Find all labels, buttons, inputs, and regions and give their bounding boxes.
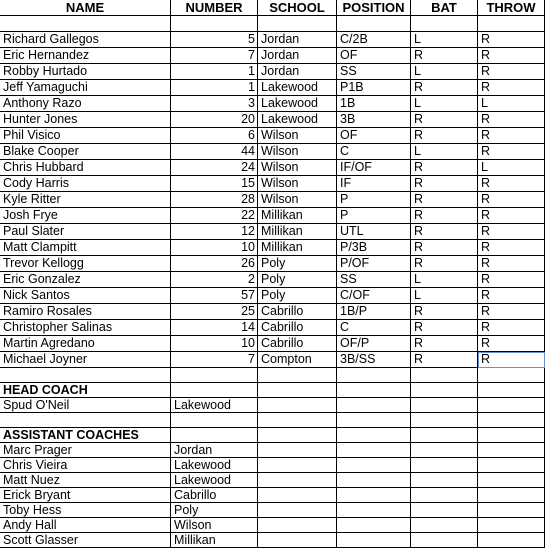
player-number[interactable]: 10 bbox=[171, 240, 258, 256]
player-name[interactable]: Paul Slater bbox=[0, 224, 171, 240]
header-position[interactable]: POSITION bbox=[337, 0, 411, 16]
empty-cell[interactable] bbox=[478, 16, 545, 32]
player-number[interactable]: 7 bbox=[171, 48, 258, 64]
player-school[interactable]: Millikan bbox=[258, 240, 337, 256]
empty-cell[interactable] bbox=[171, 413, 258, 428]
player-school[interactable]: Jordan bbox=[258, 32, 337, 48]
player-number[interactable]: 14 bbox=[171, 320, 258, 336]
player-bat[interactable]: R bbox=[411, 176, 478, 192]
player-bat[interactable]: L bbox=[411, 32, 478, 48]
coach-name[interactable]: Chris Vieira bbox=[0, 458, 171, 473]
empty-cell[interactable] bbox=[411, 518, 478, 533]
player-bat[interactable]: L bbox=[411, 96, 478, 112]
player-name[interactable]: Chris Hubbard bbox=[0, 160, 171, 176]
player-row bbox=[0, 32, 545, 48]
coach-name[interactable]: Toby Hess bbox=[0, 503, 171, 518]
coach-school[interactable]: Lakewood bbox=[171, 473, 258, 488]
empty-cell[interactable] bbox=[258, 368, 337, 383]
player-bat[interactable]: R bbox=[411, 240, 478, 256]
player-position[interactable]: IF bbox=[337, 176, 411, 192]
empty-cell[interactable] bbox=[411, 443, 478, 458]
player-throw[interactable]: R bbox=[478, 224, 545, 240]
empty-cell[interactable] bbox=[478, 428, 545, 443]
empty-cell[interactable] bbox=[478, 533, 545, 548]
header-row bbox=[0, 0, 545, 16]
empty-cell[interactable] bbox=[478, 443, 545, 458]
player-bat[interactable]: R bbox=[411, 336, 478, 352]
player-position[interactable]: OF bbox=[337, 48, 411, 64]
player-throw[interactable]: R bbox=[478, 352, 545, 368]
empty-cell[interactable] bbox=[411, 398, 478, 413]
player-name[interactable]: Josh Frye bbox=[0, 208, 171, 224]
player-number[interactable]: 25 bbox=[171, 304, 258, 320]
player-bat[interactable]: R bbox=[411, 304, 478, 320]
player-row bbox=[0, 336, 545, 352]
coach-name[interactable]: Scott Glasser bbox=[0, 533, 171, 548]
player-name[interactable]: Eric Hernandez bbox=[0, 48, 171, 64]
player-number[interactable]: 3 bbox=[171, 96, 258, 112]
header-school[interactable]: SCHOOL bbox=[258, 0, 337, 16]
empty-cell[interactable] bbox=[411, 428, 478, 443]
empty-cell[interactable] bbox=[337, 443, 411, 458]
player-school[interactable]: Cabrillo bbox=[258, 320, 337, 336]
empty-cell[interactable] bbox=[171, 16, 258, 32]
player-school[interactable]: Cabrillo bbox=[258, 336, 337, 352]
coach-school[interactable]: Poly bbox=[171, 503, 258, 518]
player-row bbox=[0, 224, 545, 240]
player-number[interactable]: 5 bbox=[171, 32, 258, 48]
player-throw[interactable]: R bbox=[478, 128, 545, 144]
empty-cell[interactable] bbox=[411, 368, 478, 383]
player-bat[interactable]: R bbox=[411, 352, 478, 368]
player-position[interactable]: IF/OF bbox=[337, 160, 411, 176]
player-school[interactable]: Wilson bbox=[258, 176, 337, 192]
empty-cell[interactable] bbox=[258, 413, 337, 428]
player-number[interactable]: 7 bbox=[171, 352, 258, 368]
player-position[interactable]: P/OF bbox=[337, 256, 411, 272]
player-bat[interactable]: R bbox=[411, 112, 478, 128]
player-number[interactable]: 2 bbox=[171, 272, 258, 288]
player-row bbox=[0, 192, 545, 208]
player-school[interactable]: Lakewood bbox=[258, 96, 337, 112]
player-bat[interactable]: R bbox=[411, 80, 478, 96]
player-throw[interactable]: R bbox=[478, 80, 545, 96]
player-bat[interactable]: R bbox=[411, 256, 478, 272]
empty-cell[interactable] bbox=[411, 533, 478, 548]
player-school[interactable]: Jordan bbox=[258, 64, 337, 80]
player-bat[interactable]: R bbox=[411, 208, 478, 224]
empty-cell[interactable] bbox=[258, 473, 337, 488]
header-throw[interactable]: THROW bbox=[478, 0, 545, 16]
player-name[interactable]: Matt Clampitt bbox=[0, 240, 171, 256]
head-coach-row bbox=[0, 398, 545, 413]
player-bat[interactable]: R bbox=[411, 160, 478, 176]
player-school[interactable]: Wilson bbox=[258, 128, 337, 144]
player-throw[interactable]: R bbox=[478, 304, 545, 320]
empty-cell[interactable] bbox=[258, 518, 337, 533]
player-name[interactable]: Robby Hurtado bbox=[0, 64, 171, 80]
empty-cell[interactable] bbox=[0, 368, 171, 383]
player-name[interactable]: Kyle Ritter bbox=[0, 192, 171, 208]
player-row bbox=[0, 256, 545, 272]
player-name[interactable]: Ramiro Rosales bbox=[0, 304, 171, 320]
player-throw[interactable]: L bbox=[478, 96, 545, 112]
coach-school[interactable]: Jordan bbox=[171, 443, 258, 458]
coach-school[interactable]: Lakewood bbox=[171, 458, 258, 473]
empty-cell[interactable] bbox=[258, 533, 337, 548]
player-school[interactable]: Wilson bbox=[258, 144, 337, 160]
empty-cell[interactable] bbox=[478, 368, 545, 383]
empty-cell[interactable] bbox=[337, 488, 411, 503]
player-row bbox=[0, 176, 545, 192]
empty-cell[interactable] bbox=[337, 383, 411, 398]
empty-cell[interactable] bbox=[478, 503, 545, 518]
empty-cell[interactable] bbox=[478, 518, 545, 533]
player-number[interactable]: 15 bbox=[171, 176, 258, 192]
player-school[interactable]: Cabrillo bbox=[258, 304, 337, 320]
empty-cell[interactable] bbox=[258, 16, 337, 32]
coach-school[interactable]: Millikan bbox=[171, 533, 258, 548]
assistant-coach-row bbox=[0, 503, 545, 518]
assistant-coach-row bbox=[0, 518, 545, 533]
header-number[interactable]: NUMBER bbox=[171, 0, 258, 16]
player-school[interactable]: Wilson bbox=[258, 160, 337, 176]
player-school[interactable]: Millikan bbox=[258, 208, 337, 224]
player-row bbox=[0, 48, 545, 64]
assistant-coach-row bbox=[0, 533, 545, 548]
player-number[interactable]: 6 bbox=[171, 128, 258, 144]
player-throw[interactable]: R bbox=[478, 32, 545, 48]
player-school[interactable]: Jordan bbox=[258, 48, 337, 64]
player-school[interactable]: Millikan bbox=[258, 224, 337, 240]
empty-cell[interactable] bbox=[337, 473, 411, 488]
player-number[interactable]: 28 bbox=[171, 192, 258, 208]
coach-name[interactable]: Spud O'Neil bbox=[0, 398, 171, 413]
empty-cell[interactable] bbox=[478, 398, 545, 413]
empty-cell[interactable] bbox=[171, 383, 258, 398]
player-number[interactable]: 1 bbox=[171, 64, 258, 80]
player-number[interactable]: 24 bbox=[171, 160, 258, 176]
empty-cell[interactable] bbox=[411, 503, 478, 518]
empty-cell[interactable] bbox=[337, 518, 411, 533]
empty-cell[interactable] bbox=[478, 488, 545, 503]
empty-cell[interactable] bbox=[337, 16, 411, 32]
player-name[interactable]: Christopher Salinas bbox=[0, 320, 171, 336]
player-school[interactable]: Poly bbox=[258, 272, 337, 288]
empty-row bbox=[0, 16, 545, 32]
player-row bbox=[0, 304, 545, 320]
player-position[interactable]: C bbox=[337, 144, 411, 160]
player-name[interactable]: Blake Cooper bbox=[0, 144, 171, 160]
empty-row bbox=[0, 368, 545, 383]
player-name[interactable]: Cody Harris bbox=[0, 176, 171, 192]
player-row bbox=[0, 64, 545, 80]
player-position[interactable]: SS bbox=[337, 272, 411, 288]
head-coach-label-row bbox=[0, 383, 545, 398]
player-position[interactable]: 1B bbox=[337, 96, 411, 112]
player-name[interactable]: Richard Gallegos bbox=[0, 32, 171, 48]
empty-cell[interactable] bbox=[337, 503, 411, 518]
assistant-coach-row bbox=[0, 488, 545, 503]
player-bat[interactable]: L bbox=[411, 144, 478, 160]
empty-cell[interactable] bbox=[411, 458, 478, 473]
player-number[interactable]: 57 bbox=[171, 288, 258, 304]
header-name[interactable]: NAME bbox=[0, 0, 171, 16]
coach-name[interactable]: Erick Bryant bbox=[0, 488, 171, 503]
coach-school[interactable]: Cabrillo bbox=[171, 488, 258, 503]
empty-cell[interactable] bbox=[337, 413, 411, 428]
player-bat[interactable]: L bbox=[411, 64, 478, 80]
empty-cell[interactable] bbox=[411, 473, 478, 488]
coach-school[interactable]: Wilson bbox=[171, 518, 258, 533]
player-throw[interactable]: R bbox=[478, 320, 545, 336]
header-bat[interactable]: BAT bbox=[411, 0, 478, 16]
player-throw[interactable]: R bbox=[478, 256, 545, 272]
empty-cell[interactable] bbox=[478, 458, 545, 473]
player-name[interactable]: Anthony Razo bbox=[0, 96, 171, 112]
player-name[interactable]: Nick Santos bbox=[0, 288, 171, 304]
player-position[interactable]: C bbox=[337, 320, 411, 336]
player-number[interactable]: 20 bbox=[171, 112, 258, 128]
player-position[interactable]: P bbox=[337, 192, 411, 208]
player-bat[interactable]: R bbox=[411, 224, 478, 240]
head-coach-label[interactable]: HEAD COACH bbox=[0, 383, 171, 398]
player-number[interactable]: 1 bbox=[171, 80, 258, 96]
player-row bbox=[0, 208, 545, 224]
empty-cell[interactable] bbox=[478, 383, 545, 398]
player-number[interactable]: 26 bbox=[171, 256, 258, 272]
player-row bbox=[0, 272, 545, 288]
assistant-coach-row bbox=[0, 443, 545, 458]
player-position[interactable]: C/OF bbox=[337, 288, 411, 304]
player-throw[interactable]: R bbox=[478, 240, 545, 256]
empty-cell[interactable] bbox=[171, 368, 258, 383]
player-throw[interactable]: R bbox=[478, 288, 545, 304]
player-throw[interactable]: R bbox=[478, 272, 545, 288]
player-position[interactable]: P bbox=[337, 208, 411, 224]
player-row bbox=[0, 288, 545, 304]
player-school[interactable]: Compton bbox=[258, 352, 337, 368]
empty-cell[interactable] bbox=[258, 488, 337, 503]
player-throw[interactable]: L bbox=[478, 160, 545, 176]
player-number[interactable]: 10 bbox=[171, 336, 258, 352]
player-name[interactable]: Eric Gonzalez bbox=[0, 272, 171, 288]
player-row bbox=[0, 144, 545, 160]
player-position[interactable]: UTL bbox=[337, 224, 411, 240]
player-bat[interactable]: R bbox=[411, 128, 478, 144]
player-bat[interactable]: R bbox=[411, 192, 478, 208]
empty-cell[interactable] bbox=[411, 16, 478, 32]
assistant-coach-row bbox=[0, 458, 545, 473]
player-name[interactable]: Jeff Yamaguchi bbox=[0, 80, 171, 96]
player-school[interactable]: Poly bbox=[258, 256, 337, 272]
player-throw[interactable]: R bbox=[478, 192, 545, 208]
empty-cell[interactable] bbox=[337, 458, 411, 473]
empty-cell[interactable] bbox=[171, 428, 258, 443]
player-throw[interactable]: R bbox=[478, 176, 545, 192]
empty-cell[interactable] bbox=[411, 383, 478, 398]
player-row bbox=[0, 80, 545, 96]
empty-cell[interactable] bbox=[258, 383, 337, 398]
assistant-coaches-label-row bbox=[0, 428, 545, 443]
player-position[interactable]: P1B bbox=[337, 80, 411, 96]
player-throw[interactable]: R bbox=[478, 64, 545, 80]
empty-cell[interactable] bbox=[411, 413, 478, 428]
assistant-coaches-label[interactable]: ASSISTANT COACHES bbox=[0, 428, 171, 443]
player-name[interactable]: Michael Joyner bbox=[0, 352, 171, 368]
player-bat[interactable]: R bbox=[411, 320, 478, 336]
empty-cell[interactable] bbox=[478, 473, 545, 488]
player-number[interactable]: 12 bbox=[171, 224, 258, 240]
player-number[interactable]: 44 bbox=[171, 144, 258, 160]
empty-cell[interactable] bbox=[337, 368, 411, 383]
player-school[interactable]: Lakewood bbox=[258, 80, 337, 96]
player-name[interactable]: Hunter Jones bbox=[0, 112, 171, 128]
player-row bbox=[0, 352, 545, 368]
player-throw[interactable]: R bbox=[478, 336, 545, 352]
player-bat[interactable]: L bbox=[411, 288, 478, 304]
player-position[interactable]: 3B/SS bbox=[337, 352, 411, 368]
player-position[interactable]: OF bbox=[337, 128, 411, 144]
coach-name[interactable]: Andy Hall bbox=[0, 518, 171, 533]
player-name[interactable]: Trevor Kellogg bbox=[0, 256, 171, 272]
empty-cell[interactable] bbox=[337, 428, 411, 443]
player-row bbox=[0, 160, 545, 176]
player-position[interactable]: SS bbox=[337, 64, 411, 80]
empty-cell[interactable] bbox=[337, 398, 411, 413]
player-row bbox=[0, 96, 545, 112]
player-bat[interactable]: R bbox=[411, 48, 478, 64]
player-school[interactable]: Lakewood bbox=[258, 112, 337, 128]
player-row bbox=[0, 128, 545, 144]
empty-cell[interactable] bbox=[478, 413, 545, 428]
empty-cell[interactable] bbox=[0, 16, 171, 32]
assistant-coach-row bbox=[0, 473, 545, 488]
player-name[interactable]: Martin Agredano bbox=[0, 336, 171, 352]
player-number[interactable]: 22 bbox=[171, 208, 258, 224]
empty-cell[interactable] bbox=[411, 488, 478, 503]
coach-name[interactable]: Marc Prager bbox=[0, 443, 171, 458]
player-row bbox=[0, 320, 545, 336]
player-position[interactable]: C/2B bbox=[337, 32, 411, 48]
player-throw[interactable]: R bbox=[478, 48, 545, 64]
player-school[interactable]: Wilson bbox=[258, 192, 337, 208]
empty-row bbox=[0, 413, 545, 428]
player-position[interactable]: 1B/P bbox=[337, 304, 411, 320]
coach-name[interactable]: Matt Nuez bbox=[0, 473, 171, 488]
player-bat[interactable]: L bbox=[411, 272, 478, 288]
player-row bbox=[0, 112, 545, 128]
player-name[interactable]: Phil Visico bbox=[0, 128, 171, 144]
coach-school[interactable]: Lakewood bbox=[171, 398, 258, 413]
player-position[interactable]: OF/P bbox=[337, 336, 411, 352]
player-throw[interactable]: R bbox=[478, 144, 545, 160]
empty-cell[interactable] bbox=[258, 398, 337, 413]
empty-cell[interactable] bbox=[258, 458, 337, 473]
empty-cell[interactable] bbox=[258, 443, 337, 458]
player-position[interactable]: 3B bbox=[337, 112, 411, 128]
player-throw[interactable]: R bbox=[478, 112, 545, 128]
empty-cell[interactable] bbox=[337, 533, 411, 548]
empty-cell[interactable] bbox=[258, 428, 337, 443]
empty-cell[interactable] bbox=[0, 413, 171, 428]
player-throw[interactable]: R bbox=[478, 208, 545, 224]
player-row bbox=[0, 240, 545, 256]
player-school[interactable]: Poly bbox=[258, 288, 337, 304]
empty-cell[interactable] bbox=[258, 503, 337, 518]
player-position[interactable]: P/3B bbox=[337, 240, 411, 256]
